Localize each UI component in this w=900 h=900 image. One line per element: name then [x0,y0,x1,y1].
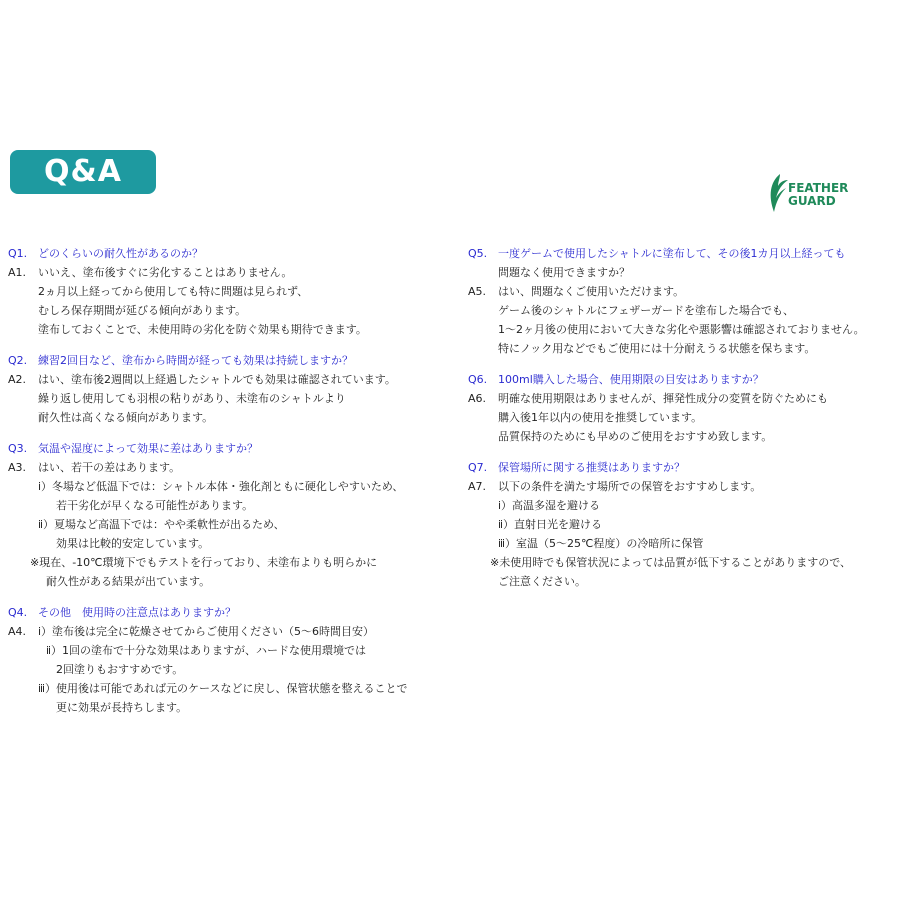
answer-text: ⅰ）塗布後は完全に乾燥させてからご使用ください（5～6時間目安） [38,625,375,638]
answer-item: ⅰ）高温多湿を避ける [498,499,601,512]
qa-block-2 [8,351,448,427]
answer-line: ゲーム後のシャトルにフェザーガードを塗布した場合でも、 [498,304,795,317]
question-6 [468,370,894,389]
answer-line: 品質保持のためにも早めのご使用をおすすめ致します。 [498,430,773,443]
question-label: Q6. [468,373,488,386]
question-text: 一度ゲームで使用したシャトルに塗布して、その後1カ月以上経っても [498,247,846,260]
answer-line: 特にノック用などでもご使用には十分耐えうる状態を保ちます。 [498,342,816,355]
question-2 [8,351,448,370]
question-text: どのくらいの耐久性があるのか？ [38,247,203,260]
answer-label: A7. [468,480,487,493]
question-1 [8,244,448,263]
answer-text: はい、塗布後2週間以上経過したシャトルでも効果は確認されています。 [38,373,396,386]
answer-3 [8,458,448,477]
answer-item: ⅱ）夏場など高温下では：やや柔軟性が出るため、 [38,518,285,531]
answer-label: A3. [8,461,27,474]
right-column [468,244,894,603]
answer-label: A2. [8,373,27,386]
logo-line1: FEATHER [788,181,849,195]
question-cont: 問題なく使用できますか？ [498,266,630,279]
answer-text: はい、若干の差はあります。 [38,461,181,474]
answer-label: A4. [8,625,27,638]
answer-line: 1～2ヶ月後の使用において大きな劣化や悪影響は確認されておりません。 [498,323,865,336]
answer-item-cont: 更に効果が長持ちします。 [56,701,188,714]
question-7 [468,458,894,477]
answer-note: ※未使用時でも保管状況によっては品質が低下することがありますので、 [490,556,851,569]
question-text: 気温や湿度によって効果に差はありますか？ [38,442,258,455]
answer-1 [8,263,448,282]
question-label: Q3. [8,442,28,455]
answer-item-cont: 2回塗りもおすすめです。 [56,663,184,676]
answer-4 [8,622,448,641]
answer-label: A6. [468,392,487,405]
answer-item: ⅱ）1回の塗布で十分な効果はありますが、ハードな使用環境では [46,644,367,657]
answer-item: ⅲ）使用後は可能であれば元のケースなどに戻し、保管状態を整えることで [38,682,408,695]
answer-line: 繰り返し使用しても羽根の粘りがあり、未塗布のシャトルより [38,392,346,405]
answer-item: ⅰ）冬場など低温下では：シャトル本体・強化剤ともに硬化しやすいため、 [38,480,404,493]
question-3 [8,439,448,458]
feather-guard-logo [766,172,862,216]
logo-text [788,182,848,208]
answer-line: 購入後1年以内の使用を推奨しています。 [498,411,703,424]
feather-icon [766,172,790,216]
question-label: Q4. [8,606,28,619]
answer-6 [468,389,894,408]
answer-line: 耐久性は高くなる傾向があります。 [38,411,214,424]
question-text: 保管場所に関する推奨はありますか？ [498,461,685,474]
qa-badge: Q&A [10,150,156,194]
answer-line: 塗布しておくことで、未使用時の劣化を防ぐ効果も期待できます。 [38,323,367,336]
question-label: Q2. [8,354,28,367]
qa-block-5 [468,244,894,358]
answer-label: A5. [468,285,487,298]
question-label: Q5. [468,247,488,260]
answer-note: ※現在、-10℃環境下でもテストを行っており、未塗布よりも明らかに [30,556,378,569]
answer-note-cont: ご注意ください。 [498,575,586,588]
question-4 [8,603,448,622]
answer-text: 以下の条件を満たす場所での保管をおすすめします。 [498,480,762,493]
left-column [8,244,448,729]
answer-text: はい、問題なくご使用いただけます。 [498,285,685,298]
question-text: 100ml購入した場合、使用期限の目安はありますか？ [498,373,764,386]
answer-item: ⅱ）直射日光を避ける [498,518,603,531]
answer-item-cont: 若干劣化が早くなる可能性があります。 [56,499,254,512]
qa-block-3 [8,439,448,591]
answer-text: いいえ、塗布後すぐに劣化することはありません。 [38,266,293,279]
answer-item-cont: 効果は比較的安定しています。 [56,537,210,550]
question-5 [468,244,894,263]
answer-line: むしろ保存期間が延びる傾向があります。 [38,304,247,317]
qa-block-6 [468,370,894,446]
answer-label: A1. [8,266,27,279]
qa-block-4 [8,603,448,717]
question-text: その他 使用時の注意点はありますか？ [38,606,236,619]
answer-7 [468,477,894,496]
question-label: Q1. [8,247,28,260]
question-text: 練習2回目など、塗布から時間が経っても効果は持続しますか？ [38,354,353,367]
answer-line: 2ヵ月以上経ってから使用しても特に問題は見られず、 [38,285,309,298]
answer-5 [468,282,894,301]
answer-note-cont: 耐久性がある結果が出ています。 [46,575,211,588]
logo-line2: GUARD [788,194,836,208]
answer-2 [8,370,448,389]
answer-item: ⅲ）室温（5～25℃程度）の冷暗所に保管 [498,537,704,550]
qa-block-7 [468,458,894,591]
question-label: Q7. [468,461,488,474]
qa-block-1 [8,244,448,339]
answer-text: 明確な使用期限はありませんが、揮発性成分の変質を防ぐためにも [498,392,828,405]
